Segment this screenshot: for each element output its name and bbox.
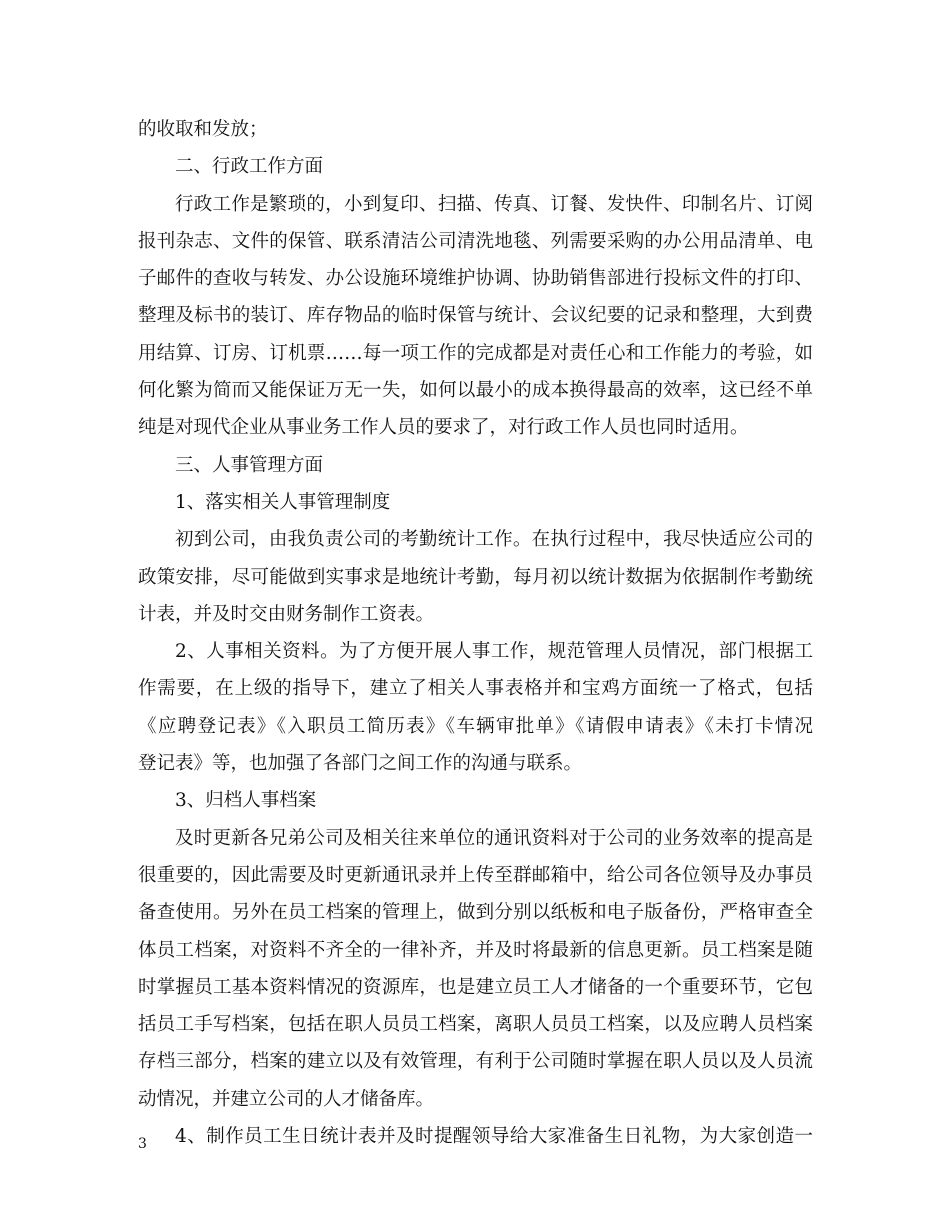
text-line: 4、制作员工生日统计表并及时提醒领导给大家准备生日礼物，为大家创造一 [175, 1126, 813, 1148]
text-line: 及时更新各兄弟公司及相关往来单位的通讯资料对于公司的业务效率的提高是 [175, 827, 813, 849]
text-line: 1、落实相关人事管理制度 [175, 491, 391, 513]
text-line: 动情况，并建立公司的人才储备库。 [138, 1088, 435, 1110]
text-line: 何化繁为简而又能保证万无一失，如何以最小的成本换得最高的效率，这已经不单 [138, 380, 813, 402]
page-number: 3 [138, 1136, 147, 1152]
text-line: 体员工档案，对资料不齐全的一律补齐，并及时将最新的信息更新。员工档案是随 [138, 939, 813, 961]
text-line: 备查使用。另外在员工档案的管理上，做到分别以纸板和电子版备份，严格审查全 [138, 902, 813, 924]
text-line: 用结算、订房、订机票……每一项工作的完成都是对责任心和工作能力的考验，如 [138, 342, 813, 364]
text-line: 很重要的，因此需要及时更新通讯录并上传至群邮箱中，给公司各位领导及办事员 [138, 864, 813, 886]
text-line: 纯是对现代企业从事业务工作人员的要求了，对行政工作人员也同时适用。 [138, 417, 749, 439]
text-line: 行政工作是繁琐的，小到复印、扫描、传真、订餐、发快件、印制名片、订阅 [175, 193, 813, 215]
text-line: 《应聘登记表》《入职员工简历表》《车辆审批单》《请假申请表》《未打卡情况 [138, 715, 813, 737]
document-body [138, 111, 813, 1155]
text-line: 2、人事相关资料。为了方便开展人事工作，规范管理人员情况，部门根据工 [175, 641, 813, 663]
text-line: 时掌握员工基本资料情况的资源库，也是建立员工人才储备的一个重要环节，它包 [138, 976, 813, 998]
text-line: 子邮件的查收与转发、办公设施环境维护协调、协助销售部进行投标文件的打印、 [138, 268, 813, 290]
text-line: 计表，并及时交由财务制作工资表。 [138, 603, 435, 625]
text-line: 整理及标书的装订、库存物品的临时保管与统计、会议纪要的记录和整理，大到费 [138, 305, 813, 327]
text-line: 初到公司，由我负责公司的考勤统计工作。在执行过程中，我尽快适应公司的 [175, 529, 813, 551]
text-line: 3、归档人事档案 [175, 790, 317, 812]
text-line: 的收取和发放； [138, 119, 268, 140]
text-line: 存档三部分，档案的建立以及有效管理，有利于公司随时掌握在职人员以及人员流 [138, 1051, 813, 1073]
text-line: 三、人事管理方面 [175, 454, 324, 476]
text-line: 二、行政工作方面 [175, 156, 324, 178]
text-line: 登记表》等，也加强了各部门之间工作的沟通与联系。 [138, 753, 583, 775]
text-line: 括员工手写档案，包括在职人员员工档案，离职人员员工档案，以及应聘人员档案 [138, 1014, 813, 1036]
text-line: 作需要，在上级的指导下，建立了相关人事表格并和宝鸡方面统一了格式，包括 [138, 678, 813, 700]
text-line: 政策安排，尽可能做到实事求是地统计考勤，每月初以统计数据为依据制作考勤统 [138, 566, 813, 588]
text-line: 报刊杂志、文件的保管、联系清洁公司清洗地毯、列需要采购的办公用品清单、电 [138, 230, 813, 252]
